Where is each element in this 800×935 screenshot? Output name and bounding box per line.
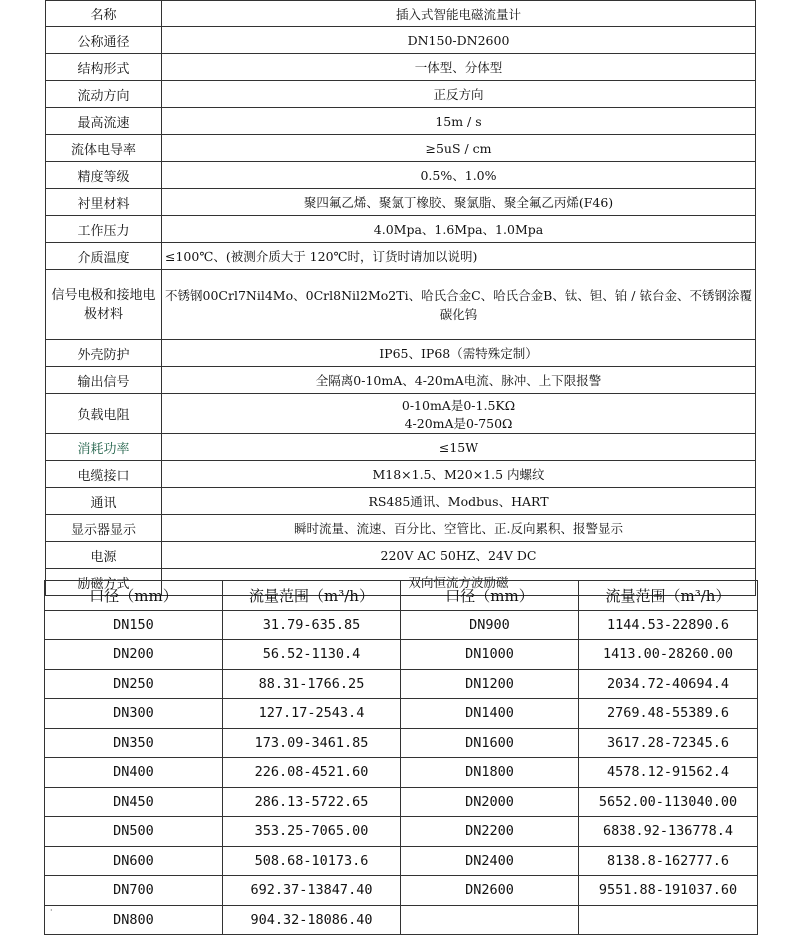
flow-row xyxy=(45,846,758,876)
spec-row xyxy=(46,542,756,569)
flow-row xyxy=(45,876,758,906)
spec-value xyxy=(162,394,756,434)
spec-label: 外壳防护 xyxy=(46,340,162,367)
flow-range-cell xyxy=(579,905,758,935)
spec-row xyxy=(46,488,756,515)
spec-label: 流体电导率 xyxy=(46,135,162,162)
spec-value: 0.5%、1.0% xyxy=(162,162,756,189)
diameter-cell: DN2600 xyxy=(401,876,579,906)
flow-range-cell: 4578.12-91562.4 xyxy=(579,758,758,788)
spec-value: 聚四氟乙烯、聚氯丁橡胶、聚氯脂、聚全氟乙丙烯(F46) xyxy=(162,189,756,216)
spec-row xyxy=(46,367,756,394)
spec-label: 公称通径 xyxy=(46,27,162,54)
flow-row xyxy=(45,905,758,935)
flow-row xyxy=(45,610,758,640)
spec-label: 精度等级 xyxy=(46,162,162,189)
spec-value: 一体型、分体型 xyxy=(162,54,756,81)
diameter-cell: DN150 xyxy=(45,610,223,640)
spec-row xyxy=(46,461,756,488)
diameter-cell: DN350 xyxy=(45,728,223,758)
flow-range-cell: 1144.53-22890.6 xyxy=(579,610,758,640)
spec-value: 双向恒流方波励磁 xyxy=(162,569,756,596)
flow-range-cell: 508.68-10173.6 xyxy=(223,846,401,876)
flow-range-cell: 127.17-2543.4 xyxy=(223,699,401,729)
flow-range-cell: 9551.88-191037.60 xyxy=(579,876,758,906)
flow-range-cell: 3617.28-72345.6 xyxy=(579,728,758,758)
spec-row xyxy=(46,135,756,162)
spec-label: 信号电极和接地电极材料 xyxy=(46,270,162,340)
diameter-cell: DN700 xyxy=(45,876,223,906)
flow-range-cell: 88.31-1766.25 xyxy=(223,669,401,699)
spec-label: 负载电阻 xyxy=(46,394,162,434)
spec-row xyxy=(46,394,756,434)
spec-label: 结构形式 xyxy=(46,54,162,81)
flow-range-cell: 226.08-4521.60 xyxy=(223,758,401,788)
flow-row xyxy=(45,669,758,699)
spec-label: 电源 xyxy=(46,542,162,569)
flow-range-cell: 904.32-18086.40 xyxy=(223,905,401,935)
spec-value: 插入式智能电磁流量计 xyxy=(162,1,756,27)
spec-value: DN150-DN2600 xyxy=(162,27,756,54)
diameter-cell: DN2400 xyxy=(401,846,579,876)
spec-label: 衬里材料 xyxy=(46,189,162,216)
spec-row xyxy=(46,54,756,81)
spec-label: 工作压力 xyxy=(46,216,162,243)
spec-value: M18×1.5、M20×1.5 内螺纹 xyxy=(162,461,756,488)
spec-label: 电缆接口 xyxy=(46,461,162,488)
spec-row xyxy=(46,108,756,135)
diameter-cell: DN1200 xyxy=(401,669,579,699)
flow-range-cell: 1413.00-28260.00 xyxy=(579,640,758,670)
spec-label: 消耗功率 xyxy=(46,434,162,461)
spec-value: 不锈钢00Crl7Nil4Mo、0Crl8Nil2Mo2Ti、哈氏合金C、哈氏合金B、钛、钽、铂 / 铱台金、不锈钢涂覆碳化钨 xyxy=(162,270,756,340)
diameter-cell: DN800 xyxy=(45,905,223,935)
diameter-cell: DN1000 xyxy=(401,640,579,670)
flow-range-cell: 6838.92-136778.4 xyxy=(579,817,758,847)
diameter-cell: DN450 xyxy=(45,787,223,817)
flow-row xyxy=(45,699,758,729)
spec-label: 显示器显示 xyxy=(46,515,162,542)
flow-range-cell: 2034.72-40694.4 xyxy=(579,669,758,699)
spec-label: 流动方向 xyxy=(46,81,162,108)
header-flow-range: 流量范围（m³/h） xyxy=(223,581,401,611)
spec-value: 220V AC 50HZ、24V DC xyxy=(162,542,756,569)
spec-label: 最高流速 xyxy=(46,108,162,135)
spec-row xyxy=(46,340,756,367)
spec-label: 励磁方式 xyxy=(46,569,162,596)
diameter-cell: DN500 xyxy=(45,817,223,847)
diameter-cell: DN600 xyxy=(45,846,223,876)
spec-value: 15m / s xyxy=(162,108,756,135)
diameter-cell: DN1800 xyxy=(401,758,579,788)
spec-label: 输出信号 xyxy=(46,367,162,394)
flow-row xyxy=(45,640,758,670)
flow-row xyxy=(45,728,758,758)
spec-row xyxy=(46,243,756,270)
spec-label: 介质温度 xyxy=(46,243,162,270)
diameter-cell xyxy=(401,905,579,935)
spec-row xyxy=(46,515,756,542)
spec-row xyxy=(46,81,756,108)
spec-row xyxy=(46,434,756,461)
flow-range-cell: 31.79-635.85 xyxy=(223,610,401,640)
spec-value: ≤15W xyxy=(162,434,756,461)
header-diameter: 口径（mm） xyxy=(45,581,223,611)
diameter-cell: DN2200 xyxy=(401,817,579,847)
diameter-cell: DN200 xyxy=(45,640,223,670)
flow-range-cell: 286.13-5722.65 xyxy=(223,787,401,817)
spec-value: 正反方向 xyxy=(162,81,756,108)
flow-range-cell: 5652.00-113040.00 xyxy=(579,787,758,817)
flow-range-cell: 8138.8-162777.6 xyxy=(579,846,758,876)
diameter-cell: DN250 xyxy=(45,669,223,699)
spec-row xyxy=(46,1,756,27)
diameter-cell: DN2000 xyxy=(401,787,579,817)
spec-value: 全隔离0-10mA、4-20mA电流、脉冲、上下限报警 xyxy=(162,367,756,394)
spec-value-line: 0-10mA是0-1.5KΩ xyxy=(401,397,516,413)
diameter-cell: DN300 xyxy=(45,699,223,729)
spec-value: 瞬时流量、流速、百分比、空管比、正.反向累积、报警显示 xyxy=(162,515,756,542)
spec-row xyxy=(46,189,756,216)
spec-row xyxy=(46,270,756,340)
flow-header-row xyxy=(45,581,758,611)
spec-value-line: 4-20mA是0-750Ω xyxy=(404,415,513,431)
flow-row xyxy=(45,787,758,817)
diameter-cell: DN400 xyxy=(45,758,223,788)
flow-range-cell: 173.09-3461.85 xyxy=(223,728,401,758)
spec-label: 名称 xyxy=(46,1,162,27)
diameter-cell: DN1600 xyxy=(401,728,579,758)
spec-row xyxy=(46,27,756,54)
footer-mark: · xyxy=(50,906,53,915)
flow-range-cell: 353.25-7065.00 xyxy=(223,817,401,847)
spec-table xyxy=(45,0,756,596)
flow-range-table xyxy=(44,580,758,935)
diameter-cell: DN900 xyxy=(401,610,579,640)
flow-range-cell: 2769.48-55389.6 xyxy=(579,699,758,729)
diameter-cell: DN1400 xyxy=(401,699,579,729)
flow-row xyxy=(45,817,758,847)
flow-range-cell: 56.52-1130.4 xyxy=(223,640,401,670)
flow-range-cell: 692.37-13847.40 xyxy=(223,876,401,906)
header-flow-range: 流量范围（m³/h） xyxy=(579,581,758,611)
spec-value: RS485通讯、Modbus、HART xyxy=(162,488,756,515)
spec-value: ≥5uS / cm xyxy=(162,135,756,162)
spec-value: ≤100℃、(被测介质大于 120℃时，订货时请加以说明) xyxy=(162,243,756,270)
header-diameter: 口径（mm） xyxy=(401,581,579,611)
spec-label: 通讯 xyxy=(46,488,162,515)
spec-value: 4.0Mpa、1.6Mpa、1.0Mpa xyxy=(162,216,756,243)
spec-value: IP65、IP68（需特殊定制） xyxy=(162,340,756,367)
spec-row xyxy=(46,162,756,189)
spec-row xyxy=(46,216,756,243)
flow-row xyxy=(45,758,758,788)
